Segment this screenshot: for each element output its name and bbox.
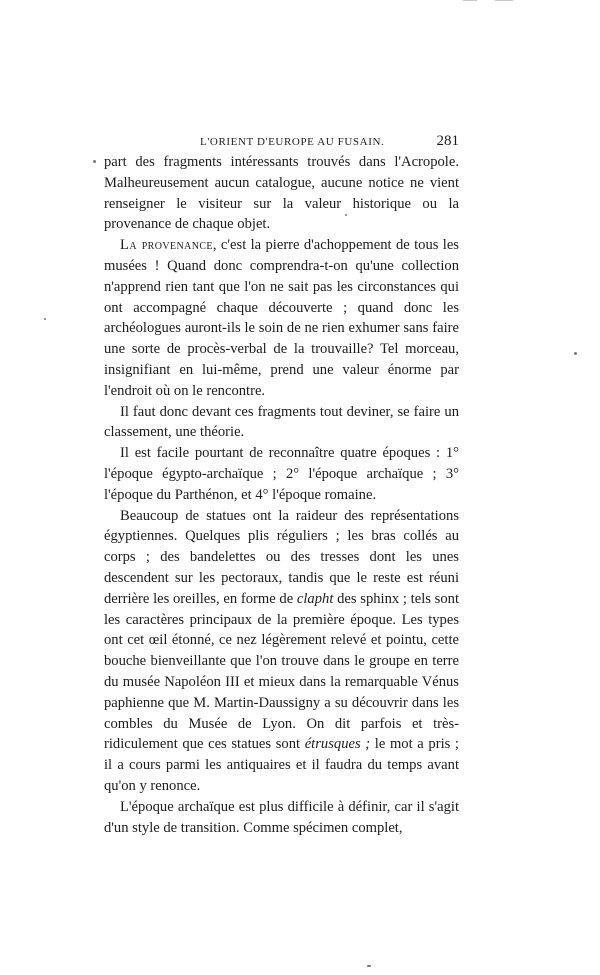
paragraph <box>104 235 459 401</box>
ink-speck <box>367 965 371 967</box>
paragraph <box>104 152 459 235</box>
ink-speck <box>44 318 46 320</box>
paragraph <box>104 506 459 797</box>
paragraph <box>104 443 459 505</box>
paragraph-text: le mot a pris ; il a cours parmi les antiquaires et il faudra du temps avant qu'on y renonce. <box>104 736 459 794</box>
scan-mark <box>463 0 477 1</box>
page-header <box>104 133 459 151</box>
paragraph-text: des sphinx ; tels sont les caractères principaux de la première époque. Les types ont cet œil étonné, ce nez légèrement relevé et pointu, cette bouche bienveillante que l'on trouve dans le groupe en terre du musée Napoléon III et mieux dans la remarquable Vénus paphienne que M. Martin-Daussigny a su découvrir dans les combles du Musée de Lyon. On dit parfois et très-ridiculement que ces statues sont <box>104 590 459 753</box>
ink-speck <box>345 214 347 216</box>
running-title: L'ORIENT D'EUROPE AU FUSAIN. <box>200 136 385 148</box>
ink-speck <box>574 352 577 355</box>
paragraph-text: Beaucoup de statues ont la raideur des représentations égyptiennes. Quelques plis réguliers ; les bras collés au corps ; des bandelettes ou des tresses dont les unes descendent sur les pectoraux, tandis que le reste est réuni derrière les oreilles, en forme de <box>104 507 459 607</box>
paragraph-text: L'époque archaïque est plus difficile à définir, car il s'agit d'un style de transition. Comme spécimen complet, <box>104 798 459 836</box>
paragraph-text: part des fragments intéressants trouvés dans l'Acropole. Malheureusement aucun catalogue, aucune notice ne vient renseigner le visiteur sur la valeur historique ou la provenance de chaque objet. <box>104 154 459 233</box>
ink-speck <box>93 160 96 163</box>
body-text <box>104 152 459 838</box>
paragraph-text: Il est facile pourtant de reconnaître quatre époques : 1° l'époque égypto-archaïque ; 2° l'époque archaïque ; 3° l'époque du Parthénon, et 4° l'époque romaine. <box>104 445 459 503</box>
paragraph <box>104 402 459 444</box>
paragraph <box>104 797 459 839</box>
page-number: 281 <box>436 133 459 149</box>
scan-mark <box>495 0 513 1</box>
paragraph-text: , c'est la pierre d'achoppement de tous les musées ! Quand donc comprendra-t-on qu'une collection n'apprend rien tant que l'on ne sait pas les circonstances qui ont accompagné chaque découverte ; quand donc les archéologues auront-ils le soin de ne rien exhumer sans faire une sorte de procès-verbal de la trouvaille? Tel morceau, insignifiant en lui-même, prend une valeur énorme par l'endroit où on le rencontre. <box>104 237 459 399</box>
italic-term: étrusques ; <box>304 736 371 753</box>
lead-words: La provenance <box>120 237 213 254</box>
italic-term: clapht <box>296 590 334 607</box>
paragraph-text: Il faut donc devant ces fragments tout deviner, se faire un classement, une théorie. <box>104 403 459 441</box>
